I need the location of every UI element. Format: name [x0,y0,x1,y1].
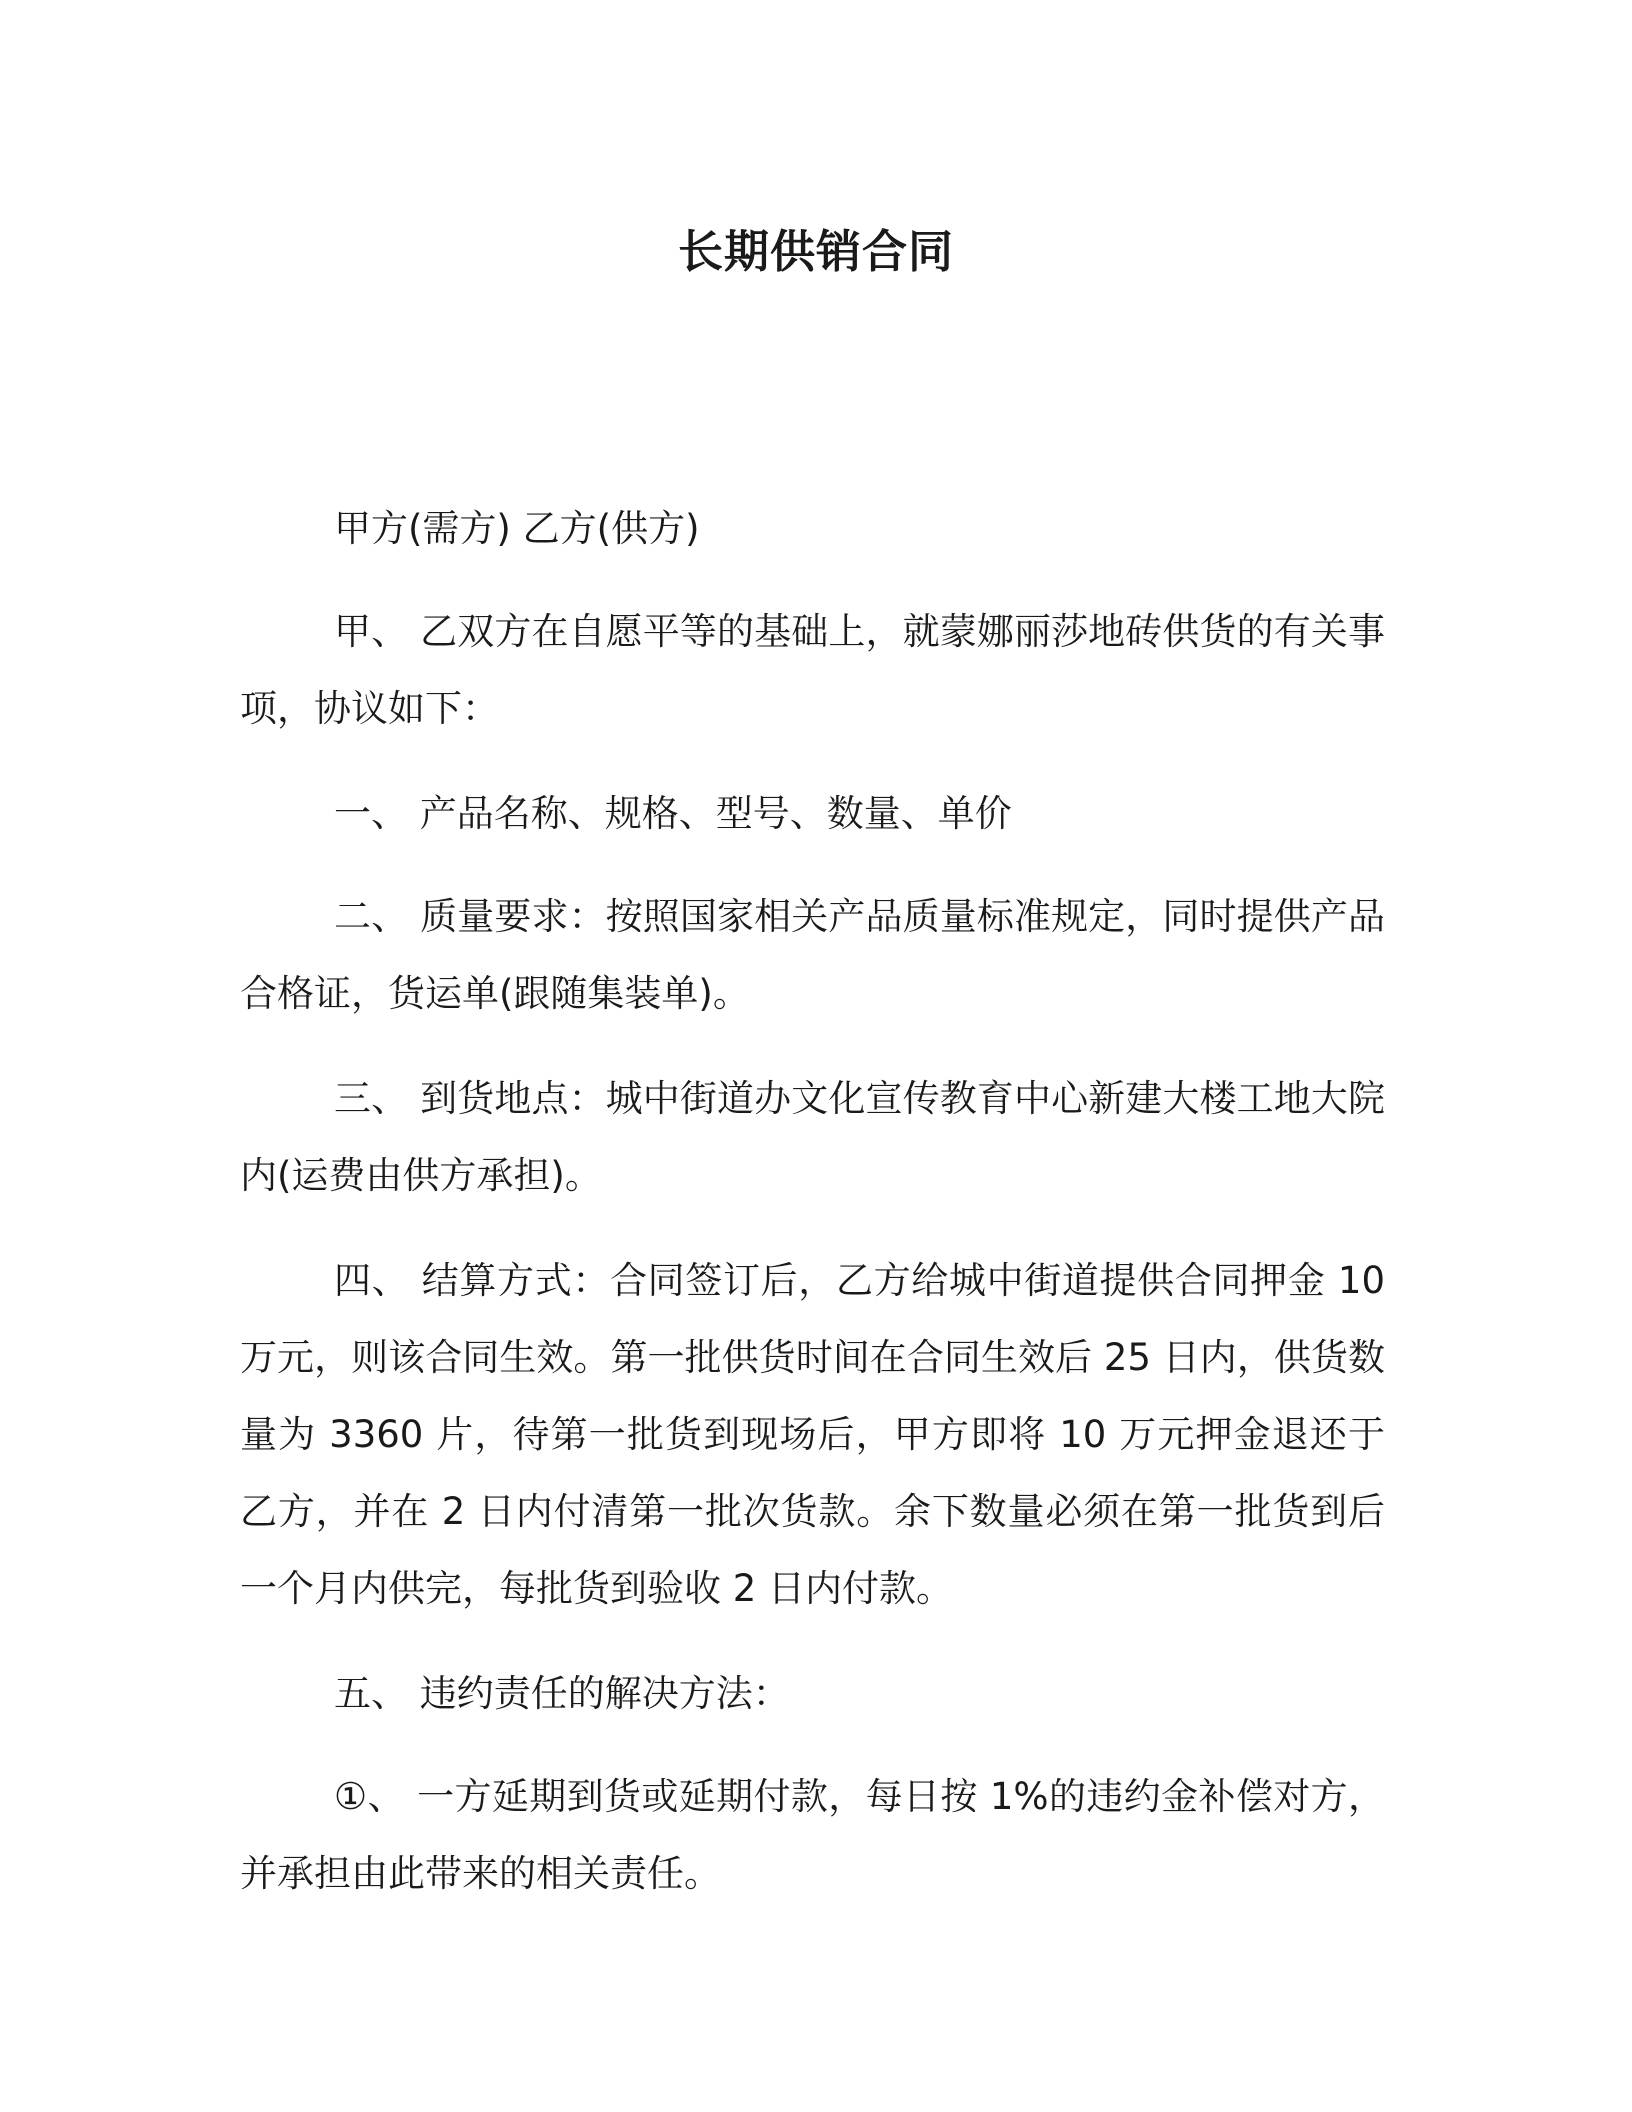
clause-5-item-1: ①、 一方延期到货或延期付款，每日按 1%的违约金补偿对方，并承担由此带来的相关责任。 [240,1775,1385,1895]
preamble-paragraph: 甲、 乙双方在自愿平等的基础上，就蒙娜丽莎地砖供货的有关事项，协议如下： [240,610,1385,730]
document-title: 长期供销合同 [677,225,954,278]
parties-line: 甲方(需方) 乙方(供方) [334,507,700,550]
document-body [240,490,1385,1940]
clause-1-product: 一、 产品名称、规格、型号、数量、单价 [334,792,1012,835]
clause-2-quality: 二、 质量要求：按照国家相关产品质量标准规定，同时提供产品合格证，货运单(跟随集装单)。 [240,895,1385,1015]
clause-5-breach: 五、 违约责任的解决方法： [334,1672,790,1715]
clause-3-delivery-location: 三、 到货地点：城中街道办文化宣传教育中心新建大楼工地大院内(运费由供方承担)。 [240,1077,1385,1197]
clause-4-settlement: 四、 结算方式：合同签订后，乙方给城中街道提供合同押金 10 万元，则该合同生效。第一批供货时间在合同生效后 25 日内，供货数量为 3360 片，待第一批货到现场后，甲方即将 10 万元押金退还于乙方，并在 2 日内付清第一批次货款。余下数量必须在第一批货到后一个月内供完，每批货到验收 2 日内付款。 [240,1259,1385,1610]
